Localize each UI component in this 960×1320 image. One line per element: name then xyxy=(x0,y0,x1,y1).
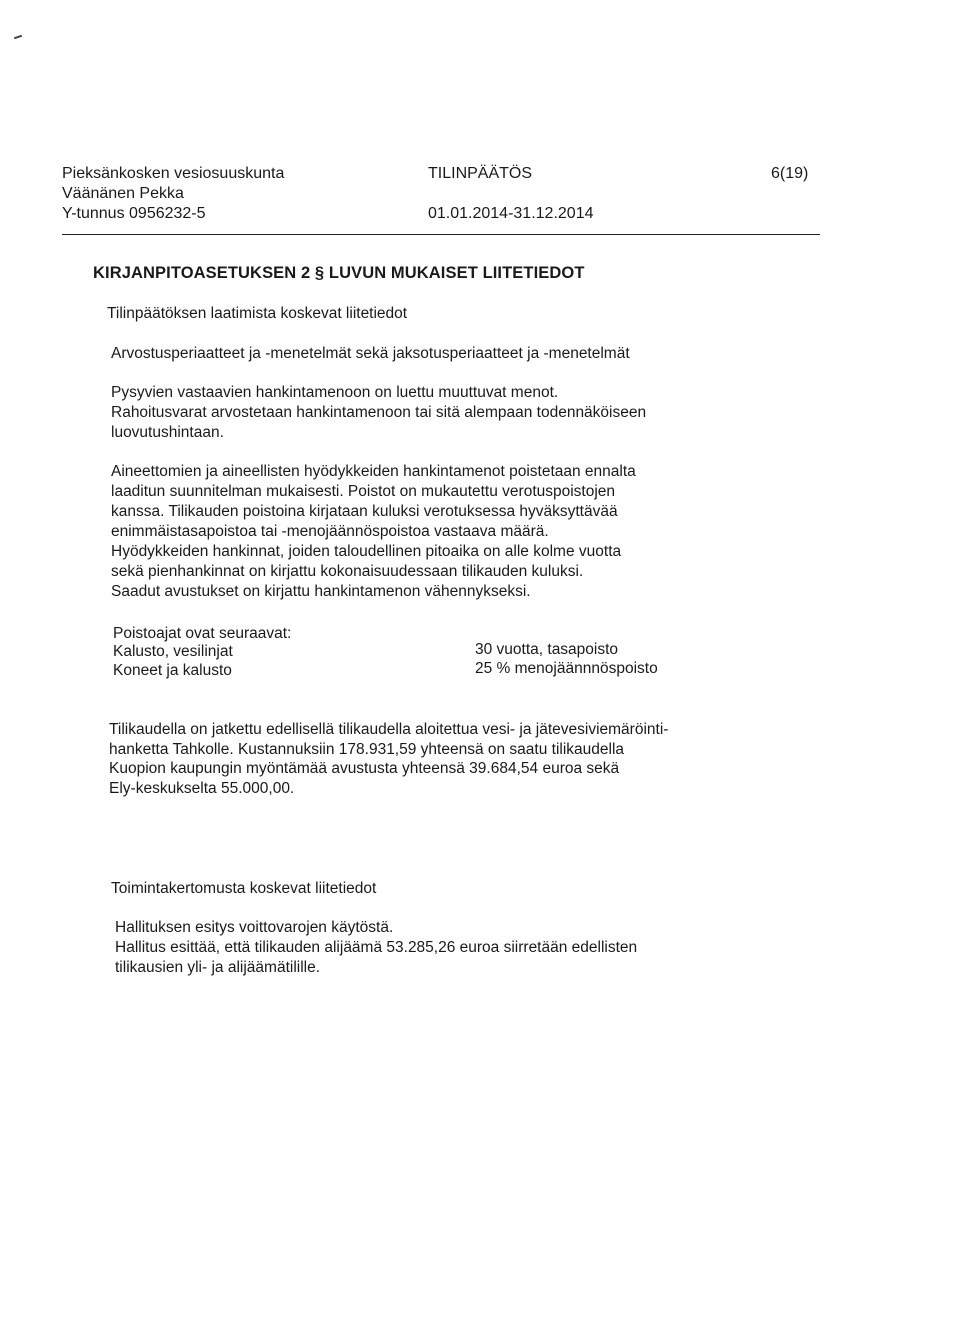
paragraph-line: Rahoitusvarat arvostetaan hankintamenoon tai sitä alempaan todennäköiseen xyxy=(111,404,647,421)
header-divider xyxy=(62,234,820,235)
person-name: Väänänen Pekka xyxy=(62,185,184,202)
page-number: 6(19) xyxy=(771,165,809,182)
paragraph-line: Kuopion kaupungin myöntämää avustusta yhteensä 39.684,54 euroa sekä xyxy=(109,760,620,777)
business-id: Y-tunnus 0956232-5 xyxy=(62,205,206,222)
paragraph-line: Ely-keskukselta 55.000,00. xyxy=(109,780,295,797)
paragraph-line: Pysyvien vastaavien hankintamenoon on luettu muuttuvat menot. xyxy=(111,384,559,401)
fiscal-period: 01.01.2014-31.12.2014 xyxy=(428,205,594,222)
depreciation-method: 30 vuotta, tasapoisto xyxy=(475,641,619,658)
company-name: Pieksänkosken vesiosuuskunta xyxy=(62,165,285,182)
paragraph-line: Hyödykkeiden hankinnat, joiden taloudellinen pitoaika on alle kolme vuotta xyxy=(111,543,622,560)
scan-speck xyxy=(14,35,22,40)
paragraph-line: enimmäistasapoistoa tai -menojäännöspoistoa vastaava määrä. xyxy=(111,523,549,540)
prep-subheading: Arvostusperiaatteet ja -menetelmät sekä jaksotusperiaatteet ja -menetelmät xyxy=(111,345,630,362)
report-subheading: Hallituksen esitys voittovarojen käytöstä. xyxy=(115,919,394,936)
depreciation-item: Kalusto, vesilinjat xyxy=(113,643,233,660)
paragraph-line: sekä pienhankinnat on kirjattu kokonaisuudessaan tilikauden kuluksi. xyxy=(111,563,584,580)
paragraph-line: Hallitus esittää, että tilikauden alijäämä 53.285,26 euroa siirretään edellisten xyxy=(115,939,638,956)
paragraph-line: Aineettomien ja aineellisten hyödykkeiden hankintamenot poistetaan ennalta xyxy=(111,463,636,480)
paragraph-line: luovutushintaan. xyxy=(111,424,224,441)
section-title: KIRJANPITOASETUKSEN 2 § LUVUN MUKAISET LIITETIEDOT xyxy=(93,264,585,282)
paragraph-line: laaditun suunnitelman mukaisesti. Poistot on mukautettu verotuspoistojen xyxy=(111,483,616,500)
depreciation-item: Koneet ja kalusto xyxy=(113,662,232,679)
document-type: TILINPÄÄTÖS xyxy=(428,165,533,182)
paragraph-line: Saadut avustukset on kirjattu hankintamenon vähennykseksi. xyxy=(111,583,531,600)
paragraph-line: hanketta Tahkolle. Kustannuksiin 178.931,59 yhteensä on saatu tilikaudella xyxy=(109,741,625,758)
prep-heading: Tilinpäätöksen laatimista koskevat liitetiedot xyxy=(107,305,408,322)
paragraph-line: tilikausien yli- ja alijäämätilille. xyxy=(115,959,321,976)
paragraph-line: kanssa. Tilikauden poistoina kirjataan kuluksi verotuksessa hyväksyttävää xyxy=(111,503,618,520)
depreciation-method: 25 % menojäännnöspoisto xyxy=(475,660,658,677)
depreciation-heading: Poistoajat ovat seuraavat: xyxy=(113,625,292,642)
paragraph-line: Tilikaudella on jatkettu edellisellä tilikaudella aloitettua vesi- ja jätevesiviemäröinti- xyxy=(109,721,669,738)
report-heading: Toimintakertomusta koskevat liitetiedot xyxy=(111,880,377,897)
